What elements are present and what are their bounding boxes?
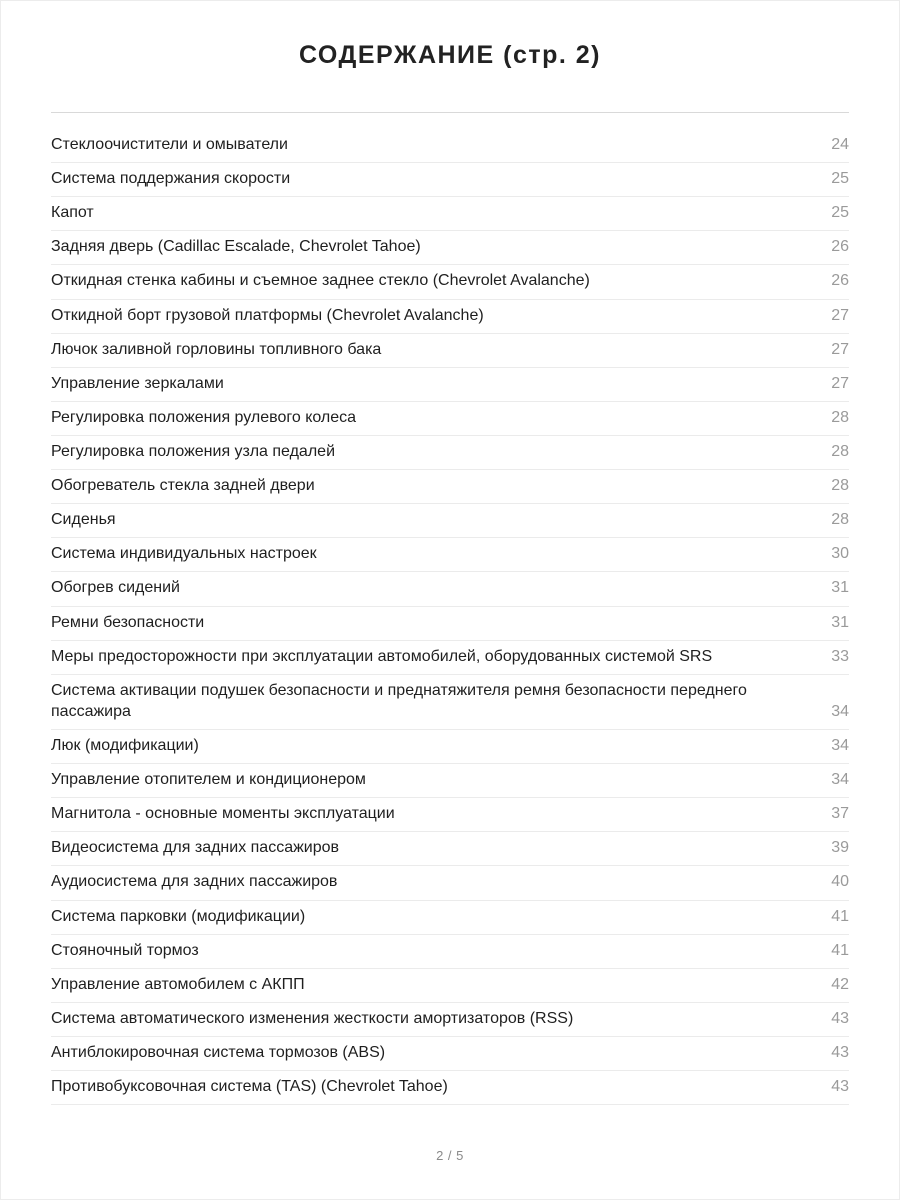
toc-entry-label: Лючок заливной горловины топливного бака xyxy=(51,340,382,358)
toc-entry-page: 34 xyxy=(831,771,849,789)
toc-entry-page: 30 xyxy=(831,545,849,563)
title-divider xyxy=(51,112,849,113)
toc-entry-label: Капот xyxy=(51,204,94,222)
toc-entry-label: Обогреватель стекла задней двери xyxy=(51,477,315,495)
toc-entry-label: Противобуксовочная система (TAS) (Chevrolet Tahoe) xyxy=(51,1078,448,1096)
toc-entry-page: 27 xyxy=(831,340,849,358)
toc-entry-row xyxy=(51,832,849,866)
toc-entry-label: Меры предосторожности при эксплуатации автомобилей, оборудованных системой SRS xyxy=(51,647,713,665)
toc-entry-label: Стеклоочистители и омыватели xyxy=(51,136,288,153)
toc-entry-row xyxy=(51,969,849,1003)
toc-entry-row xyxy=(51,504,849,538)
toc-entry-label: Регулировка положения рулевого колеса xyxy=(51,408,357,426)
toc-entry-page: 27 xyxy=(831,374,849,392)
toc-entry-label: Регулировка положения узла педалей xyxy=(51,442,335,460)
toc-entry-page: 39 xyxy=(831,839,849,857)
toc-entry-row xyxy=(51,607,849,641)
toc-entry-row xyxy=(51,764,849,798)
toc-entry-label: Управление зеркалами xyxy=(51,374,224,392)
toc-entry-row xyxy=(51,436,849,470)
toc-entry-page: 41 xyxy=(831,907,849,925)
toc-entry-page: 28 xyxy=(831,477,849,495)
toc-entry-row xyxy=(51,231,849,265)
toc-entry-label: Система парковки (модификации) xyxy=(51,907,306,925)
toc-entry-page: 31 xyxy=(831,613,849,631)
page-title: СОДЕРЖАНИЕ (стр. 2) xyxy=(298,41,602,69)
toc-entry-page: 28 xyxy=(831,408,849,426)
toc-entry-page: 28 xyxy=(831,442,849,460)
toc-entry-page: 40 xyxy=(831,873,849,891)
toc-entry-row xyxy=(51,300,849,334)
toc-entry-label: Система активации подушек безопасности и преднатяжителя ремня безопасности переднего пассажира xyxy=(51,681,747,720)
toc-entry-page: 42 xyxy=(831,975,849,993)
toc-entry-page: 43 xyxy=(831,1043,849,1061)
toc-entry-page: 34 xyxy=(831,702,849,720)
toc-entry-page: 25 xyxy=(831,170,849,188)
toc-entry-page: 26 xyxy=(831,272,849,290)
toc-entry-page: 28 xyxy=(831,511,849,529)
toc-list xyxy=(51,129,849,1105)
toc-entry-row xyxy=(51,1003,849,1037)
toc-entry-label: Управление автомобилем с АКПП xyxy=(51,975,305,993)
toc-entry-row xyxy=(51,402,849,436)
toc-entry-page: 43 xyxy=(831,1009,849,1027)
toc-entry-page: 31 xyxy=(831,579,849,597)
toc-entry-row xyxy=(51,1071,849,1105)
toc-entry-row xyxy=(51,129,849,163)
toc-entry-label: Управление отопителем и кондиционером xyxy=(51,771,366,789)
toc-entry-label: Откидная стенка кабины и съемное заднее стекло (Chevrolet Avalanche) xyxy=(51,272,590,290)
toc-entry-row xyxy=(51,901,849,935)
toc-entry-page: 34 xyxy=(831,736,849,754)
toc-entry-label: Магнитола - основные моменты эксплуатации xyxy=(51,805,395,823)
toc-entry-row xyxy=(51,866,849,900)
toc-entry-label: Сиденья xyxy=(51,511,116,529)
toc-entry-row xyxy=(51,470,849,504)
toc-entry-row xyxy=(51,368,849,402)
toc-entry-row xyxy=(51,265,849,299)
toc-entry-page: 33 xyxy=(831,647,849,665)
toc-entry-page: 26 xyxy=(831,238,849,256)
toc-entry-label: Ремни безопасности xyxy=(51,613,205,631)
toc-entry-row xyxy=(51,1037,849,1071)
toc-entry-label: Откидной борт грузовой платформы (Chevrolet Avalanche) xyxy=(51,306,484,324)
toc-entry-page: 27 xyxy=(831,306,849,324)
page-number-indicator: 2 / 5 xyxy=(436,1148,464,1163)
toc-entry-row xyxy=(51,572,849,606)
toc-entry-page: 24 xyxy=(831,136,849,153)
toc-entry-label: Видеосистема для задних пассажиров xyxy=(51,839,340,857)
toc-entry-label: Задняя дверь (Cadillac Escalade, Chevrolet Tahoe) xyxy=(51,238,421,256)
toc-entry-label: Аудиосистема для задних пассажиров xyxy=(51,873,338,891)
toc-entry-row xyxy=(51,197,849,231)
toc-entry-row xyxy=(51,935,849,969)
toc-entry-label: Система индивидуальных настроек xyxy=(51,545,317,563)
toc-entry-row xyxy=(51,163,849,197)
toc-entry-label: Люк (модификации) xyxy=(51,736,199,754)
toc-entry-row xyxy=(51,798,849,832)
toc-entry-page: 43 xyxy=(831,1078,849,1096)
toc-entry-label: Антиблокировочная система тормозов (ABS) xyxy=(51,1043,386,1061)
toc-entry-row xyxy=(51,675,849,730)
toc-entry-label: Обогрев сидений xyxy=(51,579,180,597)
toc-entry-page: 25 xyxy=(831,204,849,222)
toc-entry-row xyxy=(51,730,849,764)
toc-entry-label: Система автоматического изменения жесткости амортизаторов (RSS) xyxy=(51,1009,574,1027)
toc-entry-row xyxy=(51,641,849,675)
toc-entry-label: Система поддержания скорости xyxy=(51,170,291,188)
toc-entry-row xyxy=(51,538,849,572)
toc-entry-label: Стояночный тормоз xyxy=(51,941,199,959)
toc-entry-page: 41 xyxy=(831,941,849,959)
toc-entry-page: 37 xyxy=(831,805,849,823)
toc-entry-row xyxy=(51,334,849,368)
page-content xyxy=(1,1,899,1105)
